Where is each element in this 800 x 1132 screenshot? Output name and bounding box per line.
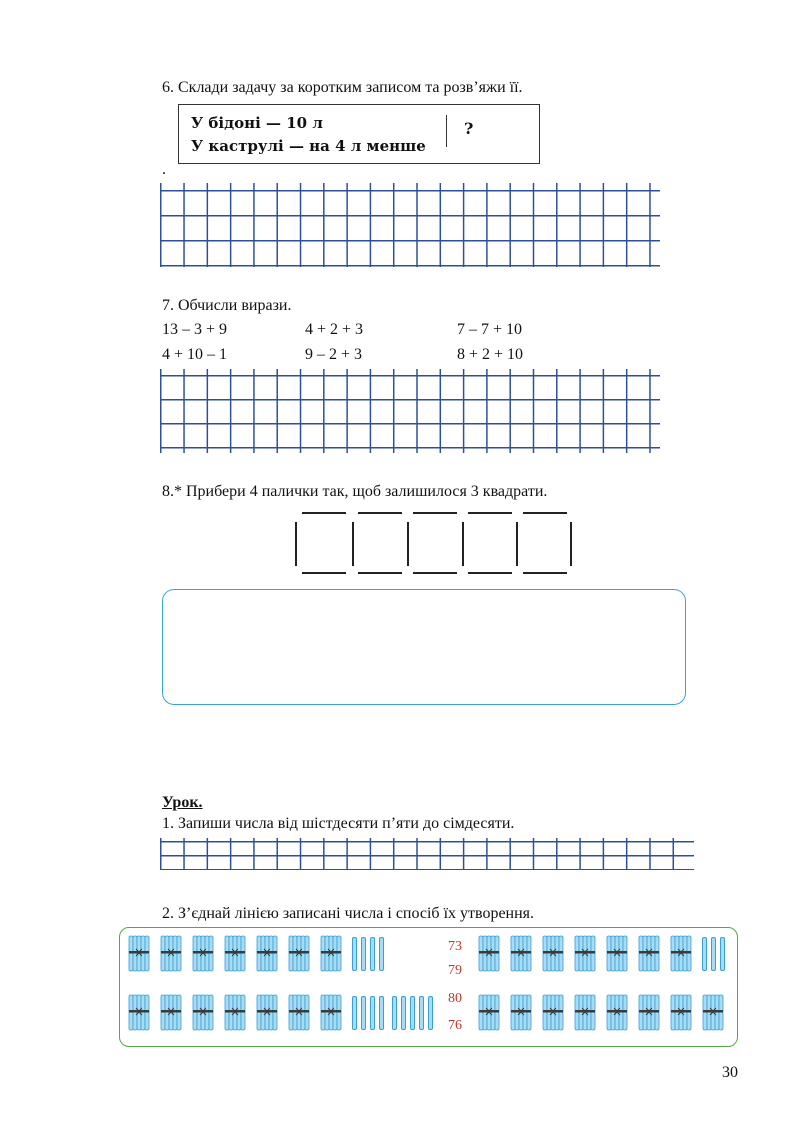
single-stick-icon xyxy=(401,996,406,1030)
short-note-line1: У бідоні — 10 л xyxy=(191,114,323,132)
short-note-box xyxy=(178,104,540,164)
single-stick-icon xyxy=(392,996,397,1030)
stick-bundle-icon xyxy=(606,933,628,973)
lesson-task1-title: 1. Запиши числа від шістдесяти п’яти до сімдесяти. xyxy=(162,815,515,832)
expression: 9 – 2 + 3 xyxy=(305,346,363,363)
answer-grid-task7[interactable] xyxy=(160,369,660,453)
matchstick[interactable] xyxy=(358,512,402,514)
single-stick-icon xyxy=(410,996,415,1030)
stick-bundle-icon xyxy=(192,992,214,1032)
expression: 4 + 2 + 3 xyxy=(305,321,364,338)
number-label[interactable]: 76 xyxy=(448,1018,462,1033)
task6-title: 6. Склади задачу за коротким записом та розв’яжи її. xyxy=(162,79,523,96)
matchstick[interactable] xyxy=(358,572,402,574)
stick-bundle-icon xyxy=(160,933,182,973)
stick-bundle-icon xyxy=(638,992,660,1032)
stick-bundle-icon xyxy=(320,992,342,1032)
single-stick-icon xyxy=(370,937,375,971)
single-stick-icon xyxy=(352,996,357,1030)
single-stick-icon xyxy=(379,996,384,1030)
group-left-bottom[interactable] xyxy=(128,992,438,1036)
stick-bundle-icon xyxy=(702,992,724,1032)
stick-bundle-icon xyxy=(478,992,500,1032)
single-stick-icon xyxy=(361,937,366,971)
stick-bundle-icon xyxy=(128,933,150,973)
single-stick-icon xyxy=(370,996,375,1030)
brace-mark xyxy=(446,115,452,147)
matchstick[interactable] xyxy=(413,572,457,574)
stick-bundle-icon xyxy=(574,933,596,973)
lesson-heading: Урок. xyxy=(162,794,203,811)
stick-bundle-icon xyxy=(574,992,596,1032)
expression: 8 + 2 + 10 xyxy=(457,346,524,363)
matching-panel xyxy=(119,927,738,1047)
expression: 13 – 3 + 9 xyxy=(162,321,228,338)
single-stick-icon xyxy=(379,937,384,971)
expression: 7 – 7 + 10 xyxy=(457,321,523,338)
stick-bundle-icon xyxy=(670,992,692,1032)
stick-bundle-icon xyxy=(510,933,532,973)
stick-bundle-icon xyxy=(542,992,564,1032)
matchstick[interactable] xyxy=(468,512,512,514)
stick-bundle-icon xyxy=(670,933,692,973)
stick-bundle-icon xyxy=(478,933,500,973)
stick-bundle-icon xyxy=(288,992,310,1032)
stick-bundle-icon xyxy=(224,933,246,973)
group-right-bottom[interactable] xyxy=(478,992,733,1036)
stick-bundle-icon xyxy=(638,933,660,973)
stick-bundle-icon xyxy=(256,933,278,973)
matchstick[interactable] xyxy=(302,512,346,514)
question-mark: ? xyxy=(464,119,474,138)
number-label[interactable]: 80 xyxy=(448,991,462,1006)
stick-bundle-icon xyxy=(256,992,278,1032)
matchstick[interactable] xyxy=(523,512,567,514)
stick-bundle-icon xyxy=(128,992,150,1032)
matchstick-squares xyxy=(290,512,575,574)
stray-dot: . xyxy=(162,161,166,178)
answer-grid-task6[interactable] xyxy=(160,183,660,267)
task8-title: 8.* Прибери 4 палички так, щоб залишилося 3 квадрати. xyxy=(162,483,548,500)
single-stick-icon xyxy=(419,996,424,1030)
matchstick[interactable] xyxy=(352,522,354,566)
single-stick-icon xyxy=(711,937,716,971)
stick-bundle-icon xyxy=(542,933,564,973)
answer-box-task8[interactable] xyxy=(162,589,686,705)
expression: 4 + 10 – 1 xyxy=(162,346,228,363)
single-stick-icon xyxy=(428,996,433,1030)
stick-bundle-icon xyxy=(288,933,310,973)
short-note-line2: У каструлі — на 4 л менше xyxy=(191,137,426,155)
matchstick[interactable] xyxy=(468,572,512,574)
matchstick[interactable] xyxy=(413,512,457,514)
answer-grid-lesson-task1[interactable] xyxy=(160,838,694,870)
single-stick-icon xyxy=(720,937,725,971)
number-label[interactable]: 73 xyxy=(448,939,462,954)
stick-bundle-icon xyxy=(224,992,246,1032)
number-label[interactable]: 79 xyxy=(448,963,462,978)
stick-bundle-icon xyxy=(510,992,532,1032)
stick-bundle-icon xyxy=(160,992,182,1032)
stick-bundle-icon xyxy=(606,992,628,1032)
stick-bundle-icon xyxy=(320,933,342,973)
stick-bundle-icon xyxy=(192,933,214,973)
matchstick[interactable] xyxy=(570,522,572,566)
single-stick-icon xyxy=(352,937,357,971)
matchstick[interactable] xyxy=(523,572,567,574)
lesson-task2-title: 2. З’єднай лінією записані числа і спосіб їх утворення. xyxy=(162,905,535,922)
single-stick-icon xyxy=(361,996,366,1030)
single-stick-icon xyxy=(702,937,707,971)
group-left-top[interactable] xyxy=(128,933,428,977)
matchstick[interactable] xyxy=(462,522,464,566)
matchstick[interactable] xyxy=(295,522,297,566)
group-right-top[interactable] xyxy=(478,933,728,977)
task7-title: 7. Обчисли вирази. xyxy=(162,297,292,314)
page-number: 30 xyxy=(722,1064,738,1081)
matchstick[interactable] xyxy=(407,522,409,566)
matchstick[interactable] xyxy=(302,572,346,574)
matchstick[interactable] xyxy=(516,522,518,566)
